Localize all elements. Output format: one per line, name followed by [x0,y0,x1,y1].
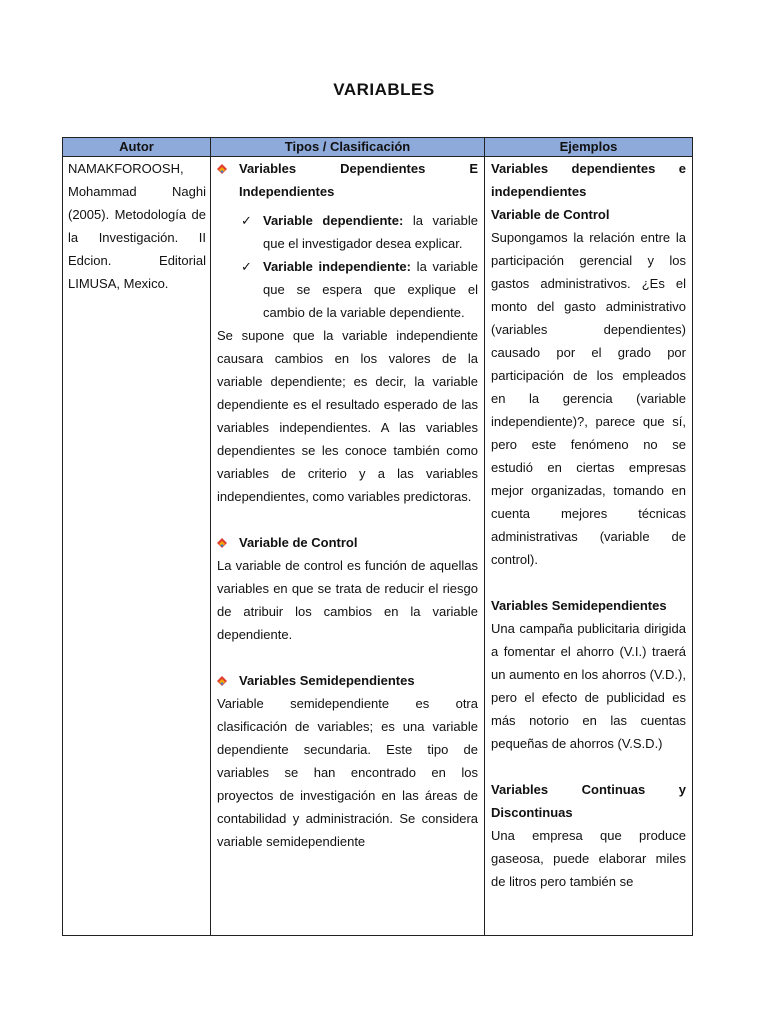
paragraph: Supongamos la relación entre la participación gerencial y los gastos administrativos. ¿Es el monto del gasto administrativo (variables dependientes) causado por el grado por participación de los empleados en la gerencia (variable independiente)?, parece que sí, pero este fenómeno no se estudió en ciertas empresas mejor organizadas, tomando en cuenta mejores técnicas administrativas (variable de control). [491,230,686,567]
paragraph: Una empresa que produce gaseosa, puede elaborar miles de litros pero también se [491,828,686,889]
table-row [63,157,693,936]
ejemplo-heading: Variable de Control [491,207,610,222]
paragraph: Se supone que la variable independiente causara cambios en los valores de la variable dependiente; es decir, la variable dependiente es el resultado esperado de las variables independientes. A las variables dependientes se les conoce también como variables de criterio y a las variables independientes, como variables predictoras. [217,328,478,504]
indep-text: la variable que se espera que explique el cambio de la variable dependiente. [263,259,478,320]
header-ejemplos: Ejemplos [485,138,693,157]
checkmark-icon: ✓ [241,213,252,228]
heading-semidep: Variables Semidependientes [239,673,415,688]
header-tipos: Tipos / Clasificación [211,138,485,157]
paragraph: La variable de control es función de aquellas variables en que se trata de reducir el riesgo de atribuir los cambios en la variable dependiente. [217,558,478,642]
list-item [241,255,478,324]
paragraph: Una campaña publicitaria dirigida a fomentar el ahorro (V.I.) traerá un aumento en los ahorros (V.D.), pero el efecto de publicidad es más notorio en las cuentas pequeñas de ahorros (V.S.D.) [491,621,686,751]
autor-cell [63,157,211,936]
bullet-icon [217,531,239,554]
variables-table [62,137,693,936]
indep-label: Variable independiente: [263,259,411,274]
section-heading [217,669,478,692]
heading-control: Variable de Control [239,535,358,550]
page-title: VARIABLES [333,80,435,99]
section-heading [217,157,478,203]
tipos-cell [211,157,485,936]
dep-label: Variable dependiente: [263,213,404,228]
ejemplo-heading: Variables dependientes e independientes [491,161,686,199]
autor-text: NAMAKFOROOSH, Mohammad Naghi (2005). Metodología de la Investigación. II Edcion. Editorial LIMUSA, Mexico. [68,161,206,291]
bullet-icon [217,669,239,692]
ejemplo-heading: Variables Continuas y Discontinuas [491,782,686,820]
bullet-icon [217,157,239,203]
ejemplos-cell [485,157,693,936]
header-autor: Autor [63,138,211,157]
paragraph: Variable semidependiente es otra clasificación de variables; es una variable dependiente secundaria. Este tipo de variables se han encontrado en los proyectos de investigación en las áreas de contabilidad y administración. Se considera variable semidependiente [217,696,478,849]
checkmark-icon: ✓ [241,259,252,274]
table-header-row [63,138,693,157]
heading-dep-indep: Variables Dependientes E Independientes [239,161,478,199]
section-heading [217,531,478,554]
list-item [241,209,478,255]
dep-text: la variable que el investigador desea explicar. [263,213,478,251]
ejemplo-heading: Variables Semidependientes [491,598,667,613]
